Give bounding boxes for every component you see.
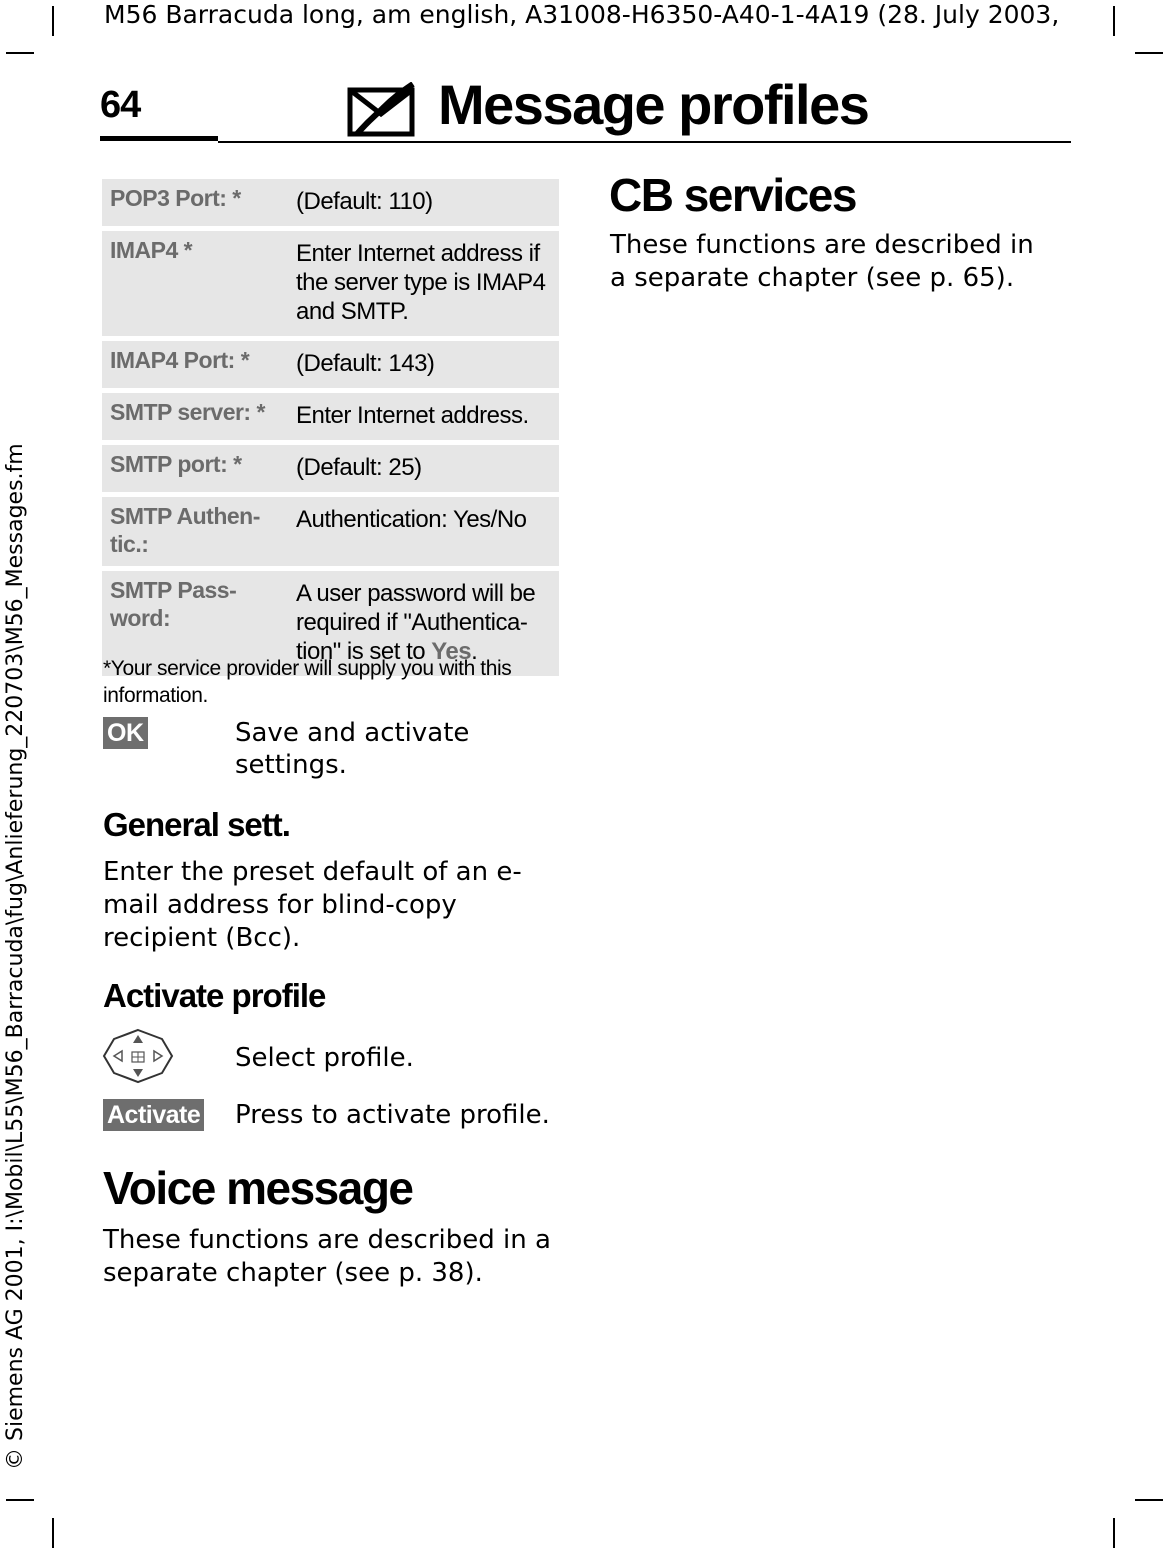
table-row — [102, 341, 559, 388]
page-number: 64 — [100, 84, 141, 126]
crop-mark — [1113, 1518, 1115, 1548]
settings-table — [102, 174, 559, 681]
setting-key: SMTP server: * — [102, 393, 286, 440]
setting-key: IMAP4 Port: * — [102, 341, 286, 388]
setting-key: SMTP Authen-tic.: — [102, 497, 286, 566]
ok-softkey[interactable]: OK — [103, 717, 148, 749]
header-rule — [218, 141, 1071, 143]
table-row — [102, 231, 559, 336]
navigation-key-icon — [102, 1027, 174, 1085]
general-sett-text: Enter the preset default of an e-mail address for blind-copy recipient (Bcc). — [103, 857, 522, 953]
table-row — [102, 393, 559, 440]
document-header: M56 Barracuda long, am english, A31008-H6350-A40-1-4A19 (28. July 2003, — [104, 0, 1060, 29]
crop-mark — [1113, 6, 1115, 36]
voice-message-heading: Voice message — [103, 1162, 413, 1214]
setting-key: POP3 Port: * — [102, 179, 286, 226]
setting-value-highlight: Yes — [431, 638, 472, 665]
crop-mark — [6, 1499, 34, 1501]
cb-services-heading: CB services — [609, 169, 856, 221]
cb-services-text: These functions are described in a separate chapter (see p. 65). — [610, 230, 1034, 293]
footnote: *Your service provider will supply you with this information. — [103, 657, 512, 707]
table-row — [102, 445, 559, 492]
crop-mark — [52, 1518, 54, 1548]
setting-key: SMTP Pass-word: — [102, 571, 286, 676]
setting-key: SMTP port: * — [102, 445, 286, 492]
setting-value: Authentication: Yes/No — [286, 497, 559, 566]
page-title: Message profiles — [438, 73, 869, 136]
table-row — [102, 497, 559, 566]
setting-key: IMAP4 * — [102, 231, 286, 336]
crop-mark — [6, 52, 34, 54]
ok-description: Save and activate settings. — [235, 718, 470, 780]
setting-value-suffix: . — [471, 638, 478, 665]
setting-value-text: A user password will be required if "Authentica-tion" is set to — [296, 580, 536, 665]
crop-mark — [1135, 52, 1163, 54]
general-sett-heading: General sett. — [103, 806, 290, 843]
voice-message-text: These functions are described in a separate chapter (see p. 38). — [103, 1225, 551, 1288]
select-profile-text: Select profile. — [235, 1043, 414, 1073]
side-file-path: © Siemens AG 2001, I:\Mobil\L55\M56_Barracuda\fug\Anlieferung_220703\M56_Messages.fm — [3, 443, 28, 1470]
setting-value: (Default: 25) — [286, 445, 559, 492]
table-row — [102, 179, 559, 226]
setting-value: Enter Internet address if the server type is IMAP4 and SMTP. — [286, 231, 559, 336]
activate-description: Press to activate profile. — [235, 1100, 550, 1130]
activate-softkey[interactable]: Activate — [103, 1099, 204, 1131]
activate-profile-heading: Activate profile — [103, 977, 326, 1014]
crop-mark — [1135, 1499, 1163, 1501]
setting-value: Enter Internet address. — [286, 393, 559, 440]
page-number-bar — [100, 136, 218, 141]
setting-value: (Default: 143) — [286, 341, 559, 388]
crop-mark — [52, 6, 54, 36]
setting-value: (Default: 110) — [286, 179, 559, 226]
envelope-icon — [347, 82, 415, 138]
